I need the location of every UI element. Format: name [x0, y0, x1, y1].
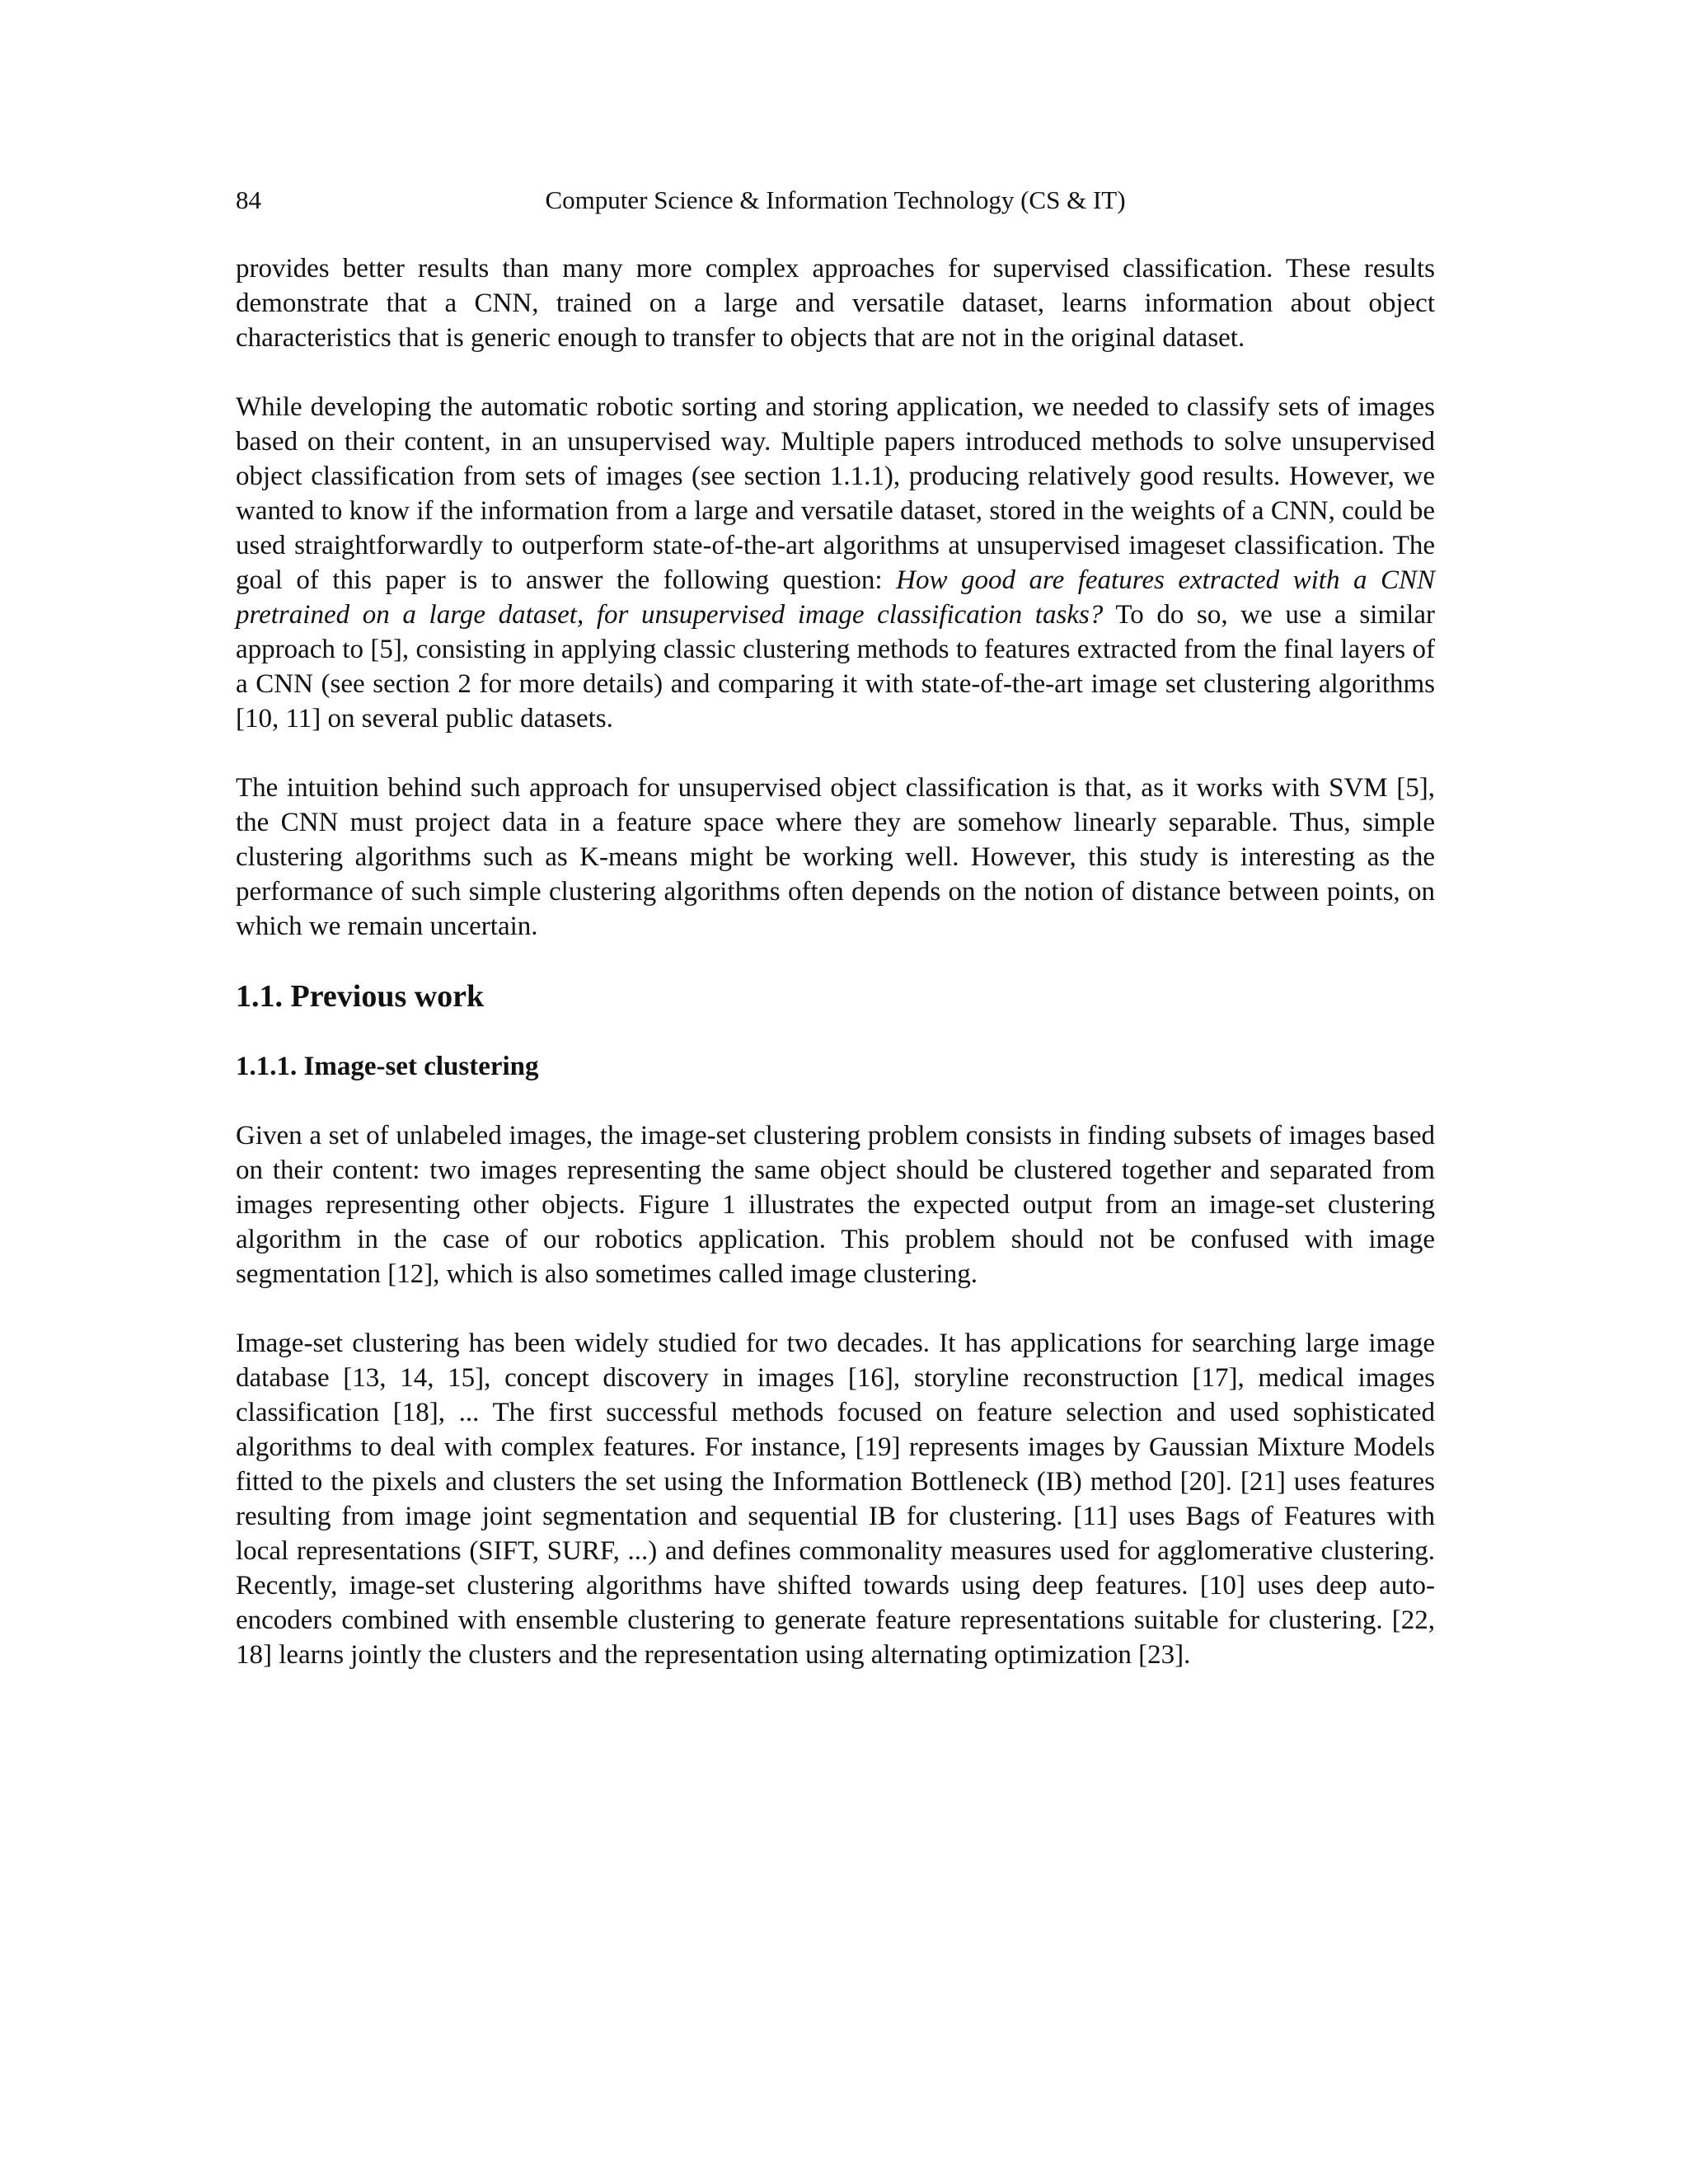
paragraph-1: provides better results than many more complex approaches for supervised classification. These results demonstrate that a CNN, trained on a large and versatile dataset, learns information about object characteristics that is generic enough to transfer to objects that are not in the original dataset. [236, 254, 1435, 353]
journal-title: Computer Science & Information Technology (CS & IT) [545, 185, 1126, 214]
research-question: How good are features extracted with a CNN pretrained on a large dataset, for unsupervised image classification tasks? [236, 565, 1435, 630]
paragraph-4: Given a set of unlabeled images, the image-set clustering problem consists in finding subsets of images based on their content: two images representing the same object should be clustered together and separated from images representing other objects. Figure 1 illustrates the expected output from an image-set clustering algorithm in the case of our robotics application. This problem should not be confused with image segmentation [12], which is also sometimes called image clustering. [236, 1121, 1435, 1289]
subsection-heading: 1.1.1. Image-set clustering [236, 1052, 539, 1081]
section-heading: 1.1. Previous work [236, 979, 485, 1014]
paper-page [236, 183, 1435, 1707]
running-head [236, 183, 1435, 218]
paragraph-3: The intuition behind such approach for unsupervised object classification is that, as it works with SVM [5], the CNN must project data in a feature space where they are somehow linearly separable. Thus, simple clustering algorithms such as K-means might be working well. However, this study is interesting as the performance of such simple clustering algorithms often depends on the notion of distance between points, on which we remain uncertain. [236, 773, 1435, 941]
body-text [236, 251, 1435, 1672]
paragraph-2 [236, 390, 1435, 736]
paragraph-2-end: To do so, we use a similar approach to [5], consisting in applying classic clustering methods to features extracted from the final layers of a CNN (see section 2 for more details) and comparing it with state-of-the-art image set clustering algorithms [10, 11] on several public datasets. [236, 600, 1435, 733]
page-number: 84 [236, 185, 261, 214]
paragraph-2-start: While developing the automatic robotic sorting and storing application, we needed to classify sets of images based on their content, in an unsupervised way. Multiple papers introduced methods to solve unsupervised object classification from sets of images (see section 1.1.1), producing relatively good results. However, we wanted to know if the information from a large and versatile dataset, stored in the weights of a CNN, could be used straightforwardly to outperform state-of-the-art algorithms at unsupervised imageset classification. The goal of this paper is to answer the following question: [236, 392, 1435, 595]
paragraph-5: Image-set clustering has been widely studied for two decades. It has applications for searching large image database [13, 14, 15], concept discovery in images [16], storyline reconstruction [17], medical images classification [18], ... The first successful methods focused on feature selection and used sophisticated algorithms to deal with complex features. For instance, [19] represents images by Gaussian Mixture Models fitted to the pixels and clusters the set using the Information Bottleneck (IB) method [20]. [21] uses features resulting from image joint segmentation and sequential IB for clustering. [11] uses Bags of Features with local representations (SIFT, SURF, ...) and defines commonality measures used for agglomerative clustering. Recently, image-set clustering algorithms have shifted towards using deep features. [10] uses deep auto-encoders combined with ensemble clustering to generate feature representations suitable for clustering. [22, 18] learns jointly the clusters and the representation using alternating optimization [23]. [236, 1329, 1435, 1670]
